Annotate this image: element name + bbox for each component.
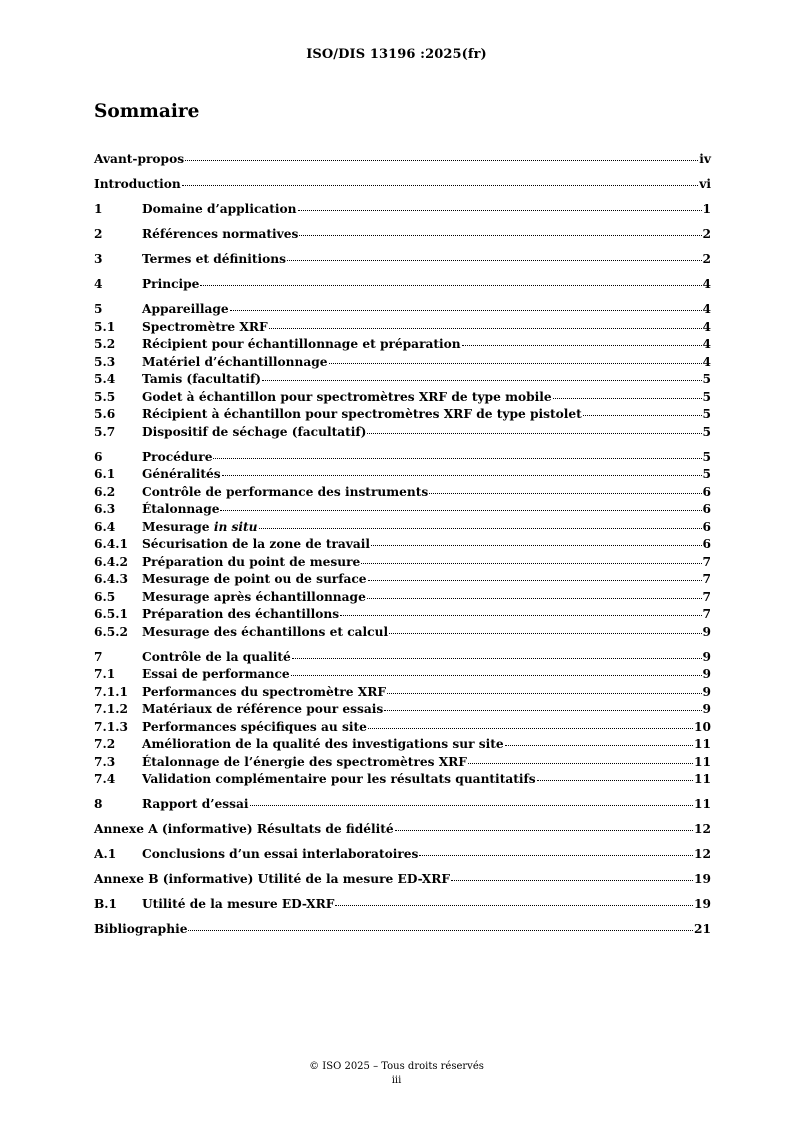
toc-entry-label <box>94 152 184 166</box>
toc-entry-label-text: Utilité de la mesure ED-XRF <box>142 897 335 911</box>
dot-leader <box>419 843 693 856</box>
toc-entry-label <box>142 537 370 551</box>
toc-entry-label <box>142 572 367 586</box>
toc-entry-label <box>142 897 334 911</box>
dot-leader <box>182 173 698 186</box>
toc-entry-label <box>142 467 221 481</box>
toc-entry-number: 8 <box>94 797 103 811</box>
toc-entry-label <box>142 277 199 291</box>
toc-entry-page: vi <box>699 177 711 191</box>
toc-entry-label-text: Godet à échantillon pour spectromètres XRF de type mobile <box>142 389 552 404</box>
toc-entry-number: 6.1 <box>94 467 116 481</box>
toc-entry-label-text: Récipient à échantillon pour spectromètres XRF de type pistolet <box>142 407 582 421</box>
toc-entry-label-text: Mesurage de point ou de surface <box>142 572 367 586</box>
toc-entry-number: 5.3 <box>94 354 116 369</box>
toc-entry-label <box>142 520 258 534</box>
dot-leader <box>368 716 693 729</box>
dot-leader <box>468 751 693 764</box>
toc-entry-label <box>142 847 418 861</box>
toc-entry-number: 7.1.3 <box>94 719 128 734</box>
dot-leader <box>462 333 702 346</box>
toc-entry-label <box>94 872 450 886</box>
toc-entry-label-text: Annexe B (informative) Utilité de la mesure ED-XRF <box>94 872 451 886</box>
dot-leader <box>389 621 701 634</box>
toc-entry-page: 4 <box>702 354 711 369</box>
toc-entry[interactable] <box>94 423 711 441</box>
toc-entry-page: 9 <box>702 649 711 664</box>
toc-entry-label <box>142 320 268 334</box>
page-footer <box>0 1060 793 1088</box>
toc-entry-label <box>142 425 366 439</box>
dot-leader <box>291 663 702 676</box>
dot-leader <box>269 316 702 329</box>
dot-leader <box>188 918 693 931</box>
toc-entry-label-text: Introduction <box>94 177 181 191</box>
toc-entry-label-text: Bibliographie <box>94 922 188 936</box>
toc-entry-page: 7 <box>702 572 711 586</box>
toc-entry-page: 7 <box>702 607 711 621</box>
dot-leader <box>200 273 701 286</box>
dot-leader <box>451 868 693 881</box>
toc-entry-page: 6 <box>702 484 711 499</box>
toc-entry-label <box>142 755 467 769</box>
toc-entry-number: 5.5 <box>94 389 116 404</box>
toc-entry-number: A.1 <box>94 847 117 861</box>
toc-entry-label <box>142 252 286 266</box>
toc-entry[interactable] <box>94 920 711 938</box>
toc-entry-label-text: Performances spécifiques au site <box>142 719 367 734</box>
toc-entry-page: 21 <box>694 922 711 936</box>
toc-entry-label-text: Étalonnage <box>142 502 220 516</box>
toc-entry-label-text: Procédure <box>142 449 213 464</box>
toc-entry[interactable] <box>94 150 711 168</box>
toc-entry[interactable] <box>94 895 711 913</box>
toc-entry-page: 2 <box>702 252 711 266</box>
toc-entry-page: 12 <box>694 822 711 836</box>
toc-entry-number: 6.4.2 <box>94 554 128 569</box>
toc-entry[interactable] <box>94 175 711 193</box>
toc-entry[interactable] <box>94 820 711 838</box>
toc-entry-number: 6.3 <box>94 502 116 516</box>
toc-entry-label-text: Contrôle de la qualité <box>142 649 291 664</box>
toc-entry-label-text: Matériaux de référence pour essais <box>142 702 384 716</box>
dot-leader <box>230 298 702 311</box>
toc-entry-number: 6 <box>94 449 103 464</box>
toc-entry-number: 6.2 <box>94 484 116 499</box>
toc-entry-label-text: Amélioration de la qualité des investigations sur site <box>142 737 504 751</box>
toc-entry-label-text: Avant-propos <box>94 152 185 166</box>
toc-entry-label <box>142 355 328 369</box>
dot-leader <box>429 481 701 494</box>
toc-entry-label <box>94 922 187 936</box>
toc-entry-page: 9 <box>702 667 711 681</box>
toc-entry-label <box>94 177 181 191</box>
toc-entry-label <box>142 590 366 604</box>
toc-entry-label <box>142 390 552 404</box>
dot-leader <box>361 551 701 564</box>
toc-entry-label-text: Annexe A (informative) Résultats de fidélité <box>94 822 394 836</box>
dot-leader <box>222 463 702 476</box>
toc-entry-number: 3 <box>94 252 103 266</box>
dot-leader <box>368 568 702 581</box>
toc-entry-page: 11 <box>694 772 711 786</box>
toc-entry-label <box>142 685 386 699</box>
toc-entry-number: 7 <box>94 649 103 664</box>
toc-entry-page: 10 <box>694 719 711 734</box>
toc-entry[interactable] <box>94 250 711 268</box>
dot-leader <box>262 368 701 381</box>
toc-entry-number: 7.4 <box>94 772 116 786</box>
dot-leader <box>387 681 701 694</box>
dot-leader <box>537 768 693 781</box>
toc-entry-page: 4 <box>702 319 711 334</box>
dot-leader <box>298 198 702 211</box>
toc-entry[interactable] <box>94 870 711 888</box>
toc-entry-label <box>142 772 536 786</box>
toc-entry-label-text: Mesurage après échantillonnage <box>142 589 366 604</box>
toc-entry-label-emphasis: in situ <box>213 519 258 534</box>
toc-entry-page: 7 <box>702 589 711 604</box>
toc-entry-label-text: Sécurisation de la zone de travail <box>142 537 371 551</box>
dot-leader <box>384 698 701 711</box>
toc-entry-label <box>142 202 297 216</box>
toc-entry-page: 5 <box>702 407 711 421</box>
toc-entry-number: 5.4 <box>94 372 116 386</box>
toc-entry-label-text: Domaine d’application <box>142 202 297 216</box>
toc-entry-label <box>142 737 504 751</box>
toc-entry-number: 2 <box>94 227 103 241</box>
document-header: ISO/DIS 13196 :2025(fr) <box>306 47 487 62</box>
dot-leader <box>371 533 701 546</box>
toc-entry-page: 2 <box>702 227 711 241</box>
toc-entry-label <box>142 797 249 811</box>
toc-entry-page: 11 <box>694 754 711 769</box>
page-number: iii <box>391 1075 402 1086</box>
toc-entry-page: iv <box>699 152 711 166</box>
toc-entry-page: 9 <box>702 684 711 699</box>
toc-entry-label-text: Références normatives <box>142 227 299 241</box>
toc-entry-number: 1 <box>94 202 103 216</box>
toc-entry[interactable] <box>94 795 711 813</box>
toc-entry[interactable] <box>94 275 711 293</box>
toc-entry[interactable] <box>94 623 711 641</box>
dot-leader <box>259 516 702 529</box>
toc-entry-label-text: Tamis (facultatif) <box>142 372 262 386</box>
toc-entry-label-text: Mesurage des échantillons et calcul <box>142 624 389 639</box>
toc-entry-label-text: Termes et définitions <box>142 252 286 266</box>
toc-entry-page: 9 <box>702 702 711 716</box>
toc-entry-page: 6 <box>702 537 711 551</box>
toc-entry-page: 9 <box>702 624 711 639</box>
dot-leader <box>395 818 693 831</box>
toc-entry-number: 5.1 <box>94 319 116 334</box>
toc-entry-label-text: Récipient pour échantillonnage et préparation <box>142 337 461 351</box>
toc-title: Sommaire <box>94 101 200 122</box>
toc-entry-number: 7.3 <box>94 754 116 769</box>
dot-leader <box>250 793 693 806</box>
dot-leader <box>220 498 701 511</box>
toc-entry-page: 19 <box>694 872 711 886</box>
dot-leader <box>505 733 693 746</box>
dot-leader <box>287 248 702 261</box>
dot-leader <box>335 893 693 906</box>
toc-entry-page: 19 <box>694 897 711 911</box>
toc-entry-page: 6 <box>702 519 711 534</box>
toc-entry-number: 6.5.1 <box>94 607 128 621</box>
toc-entry-page: 1 <box>702 202 711 216</box>
toc-entry-page: 4 <box>702 337 711 351</box>
toc-entry-label <box>142 607 339 621</box>
table-of-contents <box>94 150 711 938</box>
toc-entry[interactable] <box>94 225 711 243</box>
toc-entry-number: 6.4.1 <box>94 537 128 551</box>
toc-entry-page: 5 <box>702 449 711 464</box>
toc-entry-label-text: Préparation des échantillons <box>142 607 340 621</box>
toc-entry-label-text: Matériel d’échantillonnage <box>142 354 328 369</box>
toc-entry-label <box>142 450 212 464</box>
toc-entry-page: 11 <box>694 797 711 811</box>
copyright-notice: © ISO 2025 – Tous droits réservés <box>309 1061 484 1072</box>
toc-entry-label <box>142 625 388 639</box>
dot-leader <box>185 148 698 161</box>
toc-entry-label <box>142 407 582 421</box>
toc-entry-label-text: Dispositif de séchage (facultatif) <box>142 424 367 439</box>
dot-leader <box>299 223 701 236</box>
toc-entry-number: 5.6 <box>94 407 116 421</box>
toc-entry-label <box>142 372 261 386</box>
toc-entry-label-text: Performances du spectromètre XRF <box>142 684 387 699</box>
dot-leader <box>367 586 702 599</box>
toc-entry-label-text: Étalonnage de l’énergie des spectromètres XRF <box>142 754 467 769</box>
toc-entry-label <box>142 650 291 664</box>
toc-entry-label <box>142 720 367 734</box>
toc-entry-number: B.1 <box>94 897 118 911</box>
toc-entry-page: 5 <box>702 372 711 386</box>
dot-leader <box>367 421 701 434</box>
toc-entry-label <box>142 502 219 516</box>
dot-leader <box>583 403 702 416</box>
toc-entry-label-text: Rapport d’essai <box>142 797 249 811</box>
toc-entry[interactable] <box>94 845 711 863</box>
toc-entry-label-text: Validation complémentaire pour les résultats quantitatifs <box>142 772 536 786</box>
toc-entry-label-text: Conclusions d’un essai interlaboratoires <box>142 847 419 861</box>
toc-entry-number: 7.1 <box>94 667 116 681</box>
toc-entry-page: 12 <box>694 847 711 861</box>
toc-entry-number: 7.2 <box>94 737 116 751</box>
dot-leader <box>553 386 702 399</box>
dot-leader <box>340 603 701 616</box>
toc-entry-label-text: Essai de performance <box>142 667 290 681</box>
toc-entry-number: 6.4 <box>94 519 116 534</box>
toc-entry-page: 6 <box>702 502 711 516</box>
toc-entry-page: 4 <box>702 302 711 316</box>
toc-entry-label <box>94 822 394 836</box>
toc-entry-number: 5.7 <box>94 424 116 439</box>
toc-entry-label-text: Mesurage <box>142 519 214 534</box>
toc-entry-page: 4 <box>702 277 711 291</box>
toc-entry-label <box>142 702 383 716</box>
toc-entry-label <box>142 555 360 569</box>
toc-entry-label-text: Généralités <box>142 467 221 481</box>
toc-entry-number: 7.1.2 <box>94 702 128 716</box>
dot-leader <box>329 351 702 364</box>
toc-entry-page: 5 <box>702 467 711 481</box>
toc-entry-number: 4 <box>94 277 103 291</box>
toc-entry-label <box>142 337 461 351</box>
toc-entry-number: 6.4.3 <box>94 572 128 586</box>
dot-leader <box>213 446 701 459</box>
toc-entry-label <box>142 485 428 499</box>
toc-entry-page: 5 <box>702 424 711 439</box>
toc-entry-label <box>142 667 290 681</box>
toc-entry-number: 6.5 <box>94 589 116 604</box>
toc-entry[interactable] <box>94 770 711 788</box>
toc-entry-page: 5 <box>702 389 711 404</box>
toc-entry-number: 7.1.1 <box>94 684 128 699</box>
toc-entry-page: 11 <box>694 737 711 751</box>
toc-entry-label <box>142 227 298 241</box>
toc-entry-label-text: Contrôle de performance des instruments <box>142 484 429 499</box>
toc-entry-number: 6.5.2 <box>94 624 128 639</box>
toc-entry-number: 5 <box>94 302 103 316</box>
toc-entry-number: 5.2 <box>94 337 116 351</box>
toc-entry-label-text: Spectromètre XRF <box>142 319 268 334</box>
toc-entry-label <box>142 302 229 316</box>
toc-entry-label-text: Appareillage <box>142 302 229 316</box>
toc-entry-label-text: Principe <box>142 277 200 291</box>
dot-leader <box>292 646 702 659</box>
toc-entry-page: 7 <box>702 554 711 569</box>
toc-entry-label-text: Préparation du point de mesure <box>142 554 361 569</box>
toc-entry[interactable] <box>94 200 711 218</box>
